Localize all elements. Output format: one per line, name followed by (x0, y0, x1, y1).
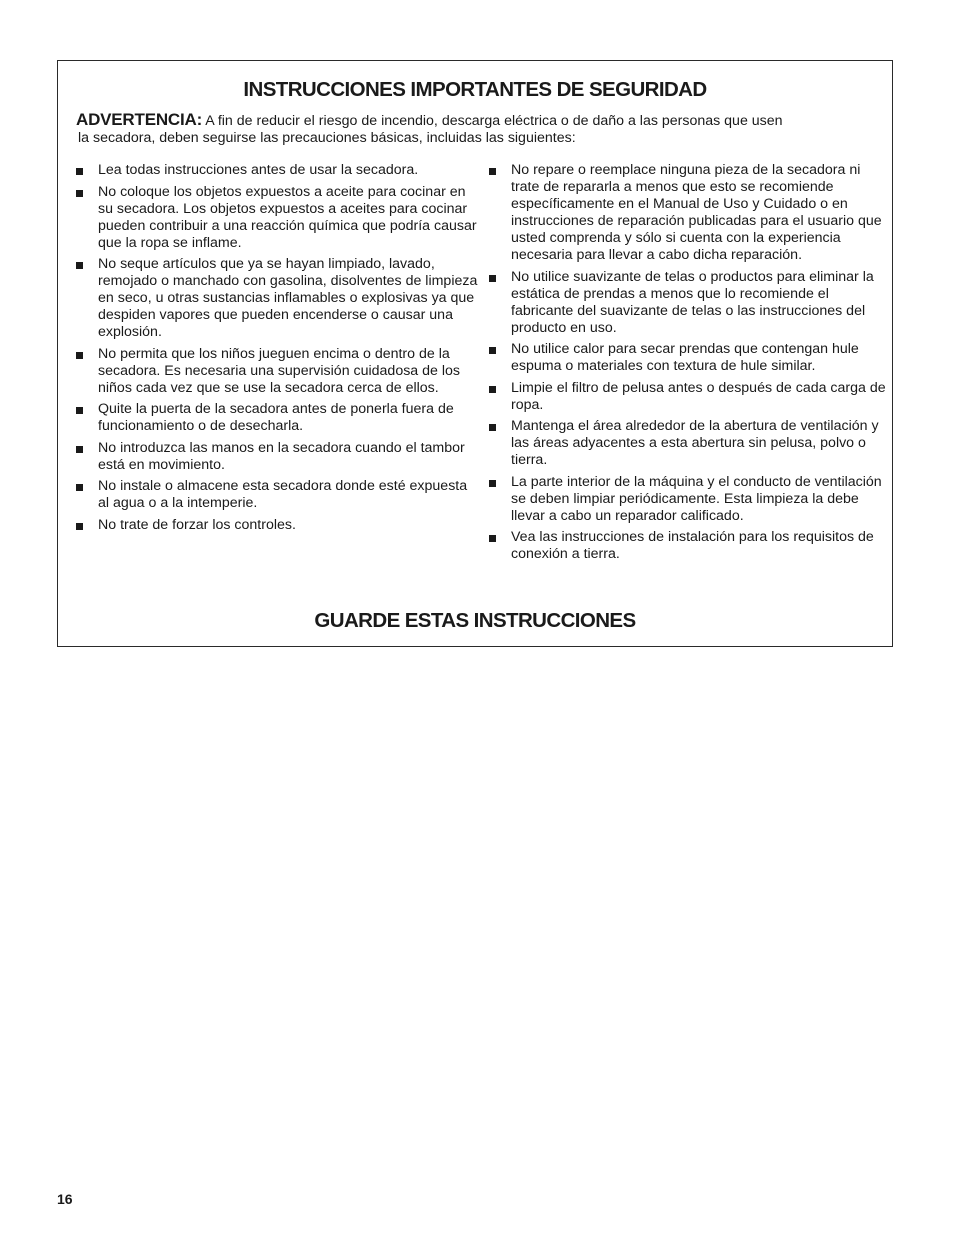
list-item-text: Quite la puerta de la secadora antes de ponerla fuera de funcionamiento o de desecharla. (98, 401, 454, 434)
list-item-text: No introduzca las manos en la secadora cuando el tambor está en movimiento. (98, 439, 465, 473)
square-bullet-icon (489, 386, 496, 393)
safety-title: INSTRUCCIONES IMPORTANTES DE SEGURIDAD (243, 78, 707, 101)
square-bullet-icon (76, 484, 83, 491)
square-bullet-icon (76, 523, 83, 530)
list-item-text: Limpie el filtro de pelusa antes o después de cada carga de ropa. (511, 379, 886, 413)
warning-text: A fin de reducir el riesgo de incendio, descarga eléctrica o de daño a las personas que usen (205, 113, 783, 129)
list-item-text: La parte interior de la máquina y el conducto de ventilación se deben limpiar periódicamente. Esta limpieza la debe llevar a cabo un reparador calificado. (511, 473, 882, 524)
square-bullet-icon (489, 480, 496, 487)
square-bullet-icon (489, 424, 496, 431)
list-item (488, 474, 888, 525)
list-item (488, 269, 888, 337)
square-bullet-icon (489, 275, 496, 282)
list-item (75, 162, 481, 179)
warning-label: ADVERTENCIA: (76, 110, 203, 129)
square-bullet-icon (489, 168, 496, 175)
list-item-text: No repare o reemplace ninguna pieza de la secadora ni trate de repararla a menos que esto se recomiende específicamente en el Manual de Uso y Cuidado o en instrucciones de reparación publicadas para el usuario que usted comprenda y sólo si cuenta con la experiencia necesaria para llevar a cabo dicha reparación. (511, 162, 882, 263)
list-item (488, 529, 888, 563)
right-precautions-list (488, 162, 888, 568)
list-item (75, 184, 481, 252)
list-item-text: Lea todas instrucciones antes de usar la secadora. (98, 162, 419, 178)
square-bullet-icon (76, 352, 83, 359)
list-item-text: Vea las instrucciones de instalación para los requisitos de conexión a tierra. (511, 529, 874, 562)
list-item (488, 418, 888, 469)
safety-instructions-box (57, 60, 893, 647)
square-bullet-icon (489, 347, 496, 354)
list-item-text: No trate de forzar los controles. (98, 516, 296, 533)
square-bullet-icon (76, 446, 83, 453)
list-item-text: No utilice calor para secar prendas que contengan hule espuma o materiales con textura de hule similar. (511, 341, 859, 374)
list-item (488, 341, 888, 375)
list-item-text: No coloque los objetos expuestos a aceite para cocinar en su secadora. Los objetos expuestos a aceites para cocinar pueden contribuir a una reacción química que podría causar que la ropa se inflame. (98, 183, 477, 251)
warning-text-continued: la secadora, deben seguirse las precauciones básicas, incluidas las siguientes: (78, 130, 576, 146)
list-item-text: No instale o almacene esta secadora donde esté expuesta al agua o a la intemperie. (98, 478, 468, 511)
square-bullet-icon (489, 535, 496, 542)
list-item-text: Mantenga el área alrededor de la abertura de ventilación y las áreas adyacentes a esta abertura sin pelusa, polvo o tierra. (511, 418, 879, 468)
list-item (75, 256, 481, 341)
square-bullet-icon (76, 262, 83, 269)
list-item (75, 478, 481, 512)
square-bullet-icon (76, 190, 83, 197)
page-number: 16 (57, 1191, 73, 1207)
list-item (75, 517, 481, 534)
square-bullet-icon (76, 407, 83, 414)
left-precautions-list (75, 162, 481, 538)
list-item-text: No utilice suavizante de telas o productos para eliminar la estática de prendas a menos que lo recomiende el fabricante del suavizante de telas o las instrucciones del producto en uso. (511, 268, 874, 336)
list-item-text: No permita que los niños jueguen encima o dentro de la secadora. Es necesaria una supervisión cuidadosa de los niños cada vez que se use la secadora cerca de ellos. (98, 345, 461, 396)
list-item (488, 380, 888, 414)
list-item (75, 346, 481, 397)
warning-paragraph (76, 111, 881, 147)
square-bullet-icon (76, 168, 83, 175)
list-item (488, 162, 888, 264)
list-item (75, 401, 481, 435)
list-item-text: No seque artículos que ya se hayan limpiado, lavado, remojado o manchado con gasolina, disolventes de limpieza en seco, u otras sustancias inflamables o explosivas ya que despiden vapores que pueden encenderse o causar una explosión. (98, 256, 478, 340)
save-instructions-title: GUARDE ESTAS INSTRUCCIONES (314, 609, 636, 632)
list-item (75, 440, 481, 474)
